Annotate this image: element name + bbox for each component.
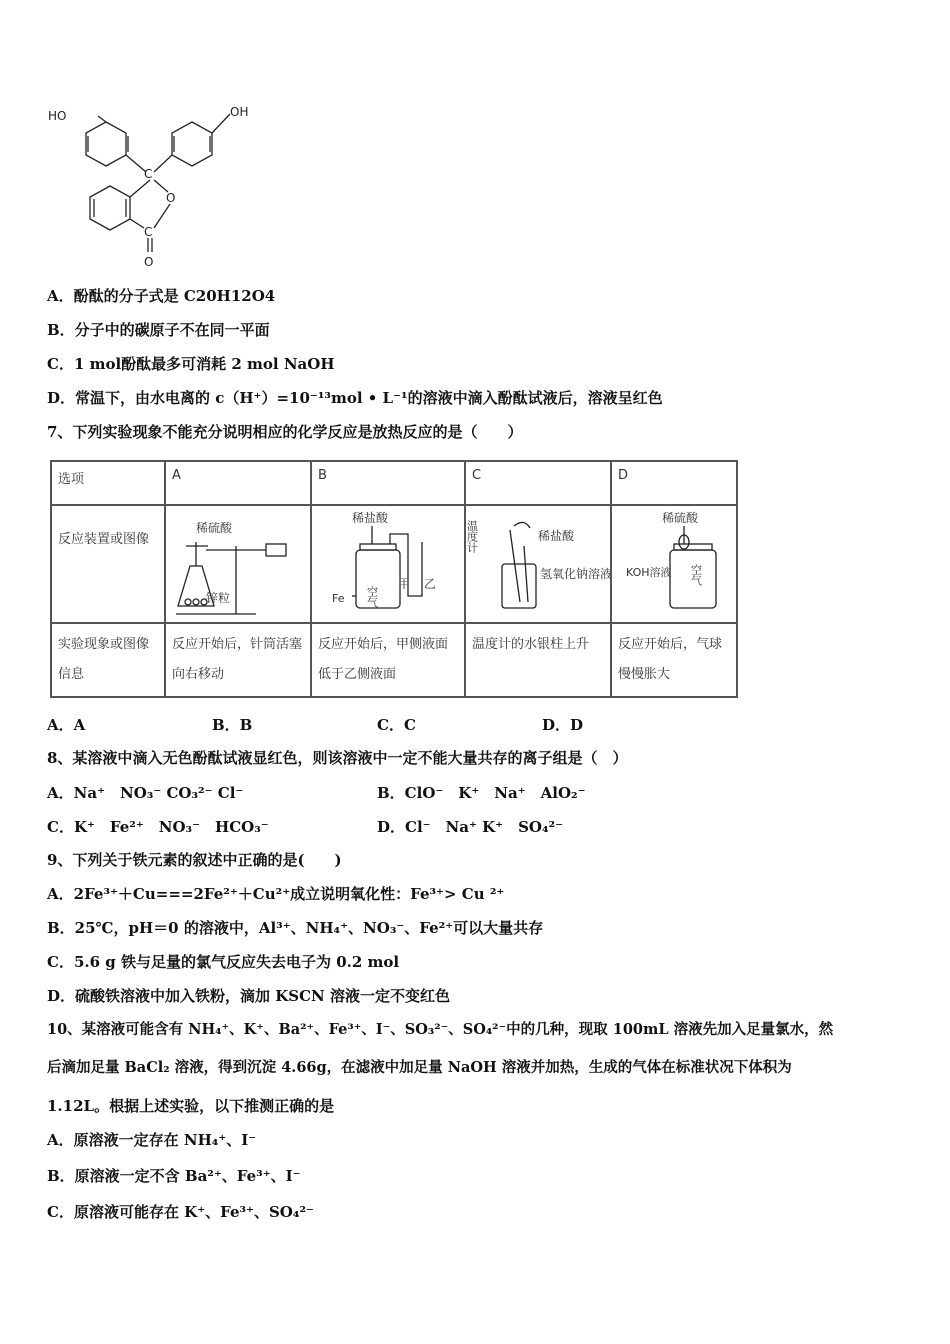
- q7-table: [50, 460, 738, 698]
- q9-option-a: A．2Fe³⁺＋Cu===2Fe²⁺＋Cu²⁺成立说明氧化性：Fe³⁺> Cu ²⁺: [47, 885, 505, 903]
- label-o1: O: [166, 191, 176, 205]
- q8-option-c: C．K⁺ Fe²⁺ NO₃⁻ HCO₃⁻: [47, 818, 269, 836]
- q6-option-c: C．1 mol酚酞最多可消耗 2 mol NaOH: [47, 355, 335, 373]
- fig-c-label-thermo: 温度计: [466, 520, 479, 553]
- q7-phenomenon-a: 反应开始后，针筒活塞向右移动: [165, 623, 311, 697]
- q9-stem: 9、下列关于铁元素的叙述中正确的是( ): [47, 851, 342, 869]
- label-c2: C: [144, 225, 153, 239]
- label-oh: OH: [230, 105, 249, 119]
- fig-b-label-fe: Fe: [332, 592, 345, 605]
- q7-answer-b: B．B: [212, 716, 253, 734]
- fig-d-label-acid: 稀硫酸: [662, 511, 699, 525]
- fig-b-label-acid: 稀盐酸: [352, 511, 389, 525]
- fig-b-label-jia: 甲: [398, 577, 411, 591]
- q7-figure-d: [611, 505, 737, 623]
- q7-row-apparatus-label: 反应装置或图像: [51, 505, 165, 623]
- q7-phenomenon-b: 反应开始后，甲侧液面低于乙侧液面: [311, 623, 465, 697]
- q10-option-c: C．原溶液可能存在 K⁺、Fe³⁺、SO₄²⁻: [47, 1203, 314, 1221]
- q8-option-d: D．Cl⁻ Na⁺ K⁺ SO₄²⁻: [377, 818, 564, 836]
- q6-option-b: B．分子中的碳原子不在同一平面: [47, 321, 270, 339]
- q7-answer-c: C．C: [377, 716, 416, 734]
- q10-option-a: A．原溶液一定存在 NH₄⁺、I⁻: [47, 1131, 257, 1149]
- q6-option-a: A．酚酞的分子式是 C20H12O4: [47, 287, 276, 305]
- phenolphthalein-structure: [40, 100, 270, 275]
- q7-header-b: B: [311, 461, 465, 505]
- q7-phenomenon-d: 反应开始后，气球慢慢胀大: [611, 623, 737, 697]
- q8-option-b: B．ClO⁻ K⁺ Na⁺ AlO₂⁻: [377, 784, 586, 802]
- q10-stem-line3: 1.12L。根据上述实验，以下推测正确的是: [47, 1097, 335, 1115]
- q9-option-b: B．25℃，pH＝0 的溶液中，Al³⁺、NH₄⁺、NO₃⁻、Fe²⁺可以大量共存: [47, 919, 544, 937]
- q9-option-c: C．5.6 g 铁与足量的氯气反应失去电子为 0.2 mol: [47, 953, 400, 971]
- fig-c-label-naoh: 氢氧化钠溶液: [540, 567, 610, 581]
- q7-stem: 7、下列实验现象不能充分说明相应的化学反应是放热反应的是（ ）: [47, 423, 523, 441]
- q7-figure-c: [465, 505, 611, 623]
- q7-answer-a: A．A: [47, 716, 86, 734]
- q7-answer-d: D．D: [542, 716, 584, 734]
- fig-d-label-koh: KOH溶液: [626, 566, 672, 579]
- q7-header-c: C: [465, 461, 611, 505]
- q7-row-phenomenon-label: 实验现象或图像信息: [51, 623, 165, 697]
- q7-header-d: D: [611, 461, 737, 505]
- q8-stem: 8、某溶液中滴入无色酚酞试液显红色，则该溶液中一定不能大量共存的离子组是（ ）: [47, 749, 628, 767]
- label-ho: HO: [48, 109, 67, 123]
- q7-phenomenon-c: 温度计的水银柱上升: [465, 623, 611, 697]
- q9-option-d: D．硫酸铁溶液中加入铁粉，滴加 KSCN 溶液一定不变红色: [47, 987, 450, 1005]
- q10-stem-line2: 后滴加足量 BaCl₂ 溶液，得到沉淀 4.66g，在滤液中加足量 NaOH 溶液并加热，生成的气体在标准状况下体积为: [47, 1059, 792, 1076]
- fig-a-label-acid: 稀硫酸: [196, 521, 233, 535]
- q7-header-a: A: [165, 461, 311, 505]
- q10-option-b: B．原溶液一定不含 Ba²⁺、Fe³⁺、I⁻: [47, 1167, 301, 1185]
- q7-header-option: 选项: [51, 461, 165, 505]
- q10-stem-line1: 10、某溶液可能含有 NH₄⁺、K⁺、Ba²⁺、Fe³⁺、I⁻、SO₃²⁻、SO₄²⁻中的几种，现取 100mL 溶液先加入足量氯水，然: [47, 1021, 834, 1038]
- fig-c-label-acid: 稀盐酸: [538, 529, 575, 543]
- q7-figure-b: [311, 505, 465, 623]
- fig-b-label-yi: 乙: [424, 577, 437, 591]
- q7-figure-a: [165, 505, 311, 623]
- q8-option-a: A．Na⁺ NO₃⁻ CO₃²⁻ Cl⁻: [47, 784, 244, 802]
- label-o2: O: [144, 255, 154, 269]
- label-c1: C: [144, 167, 153, 181]
- fig-a-label-zinc: 锌粒: [206, 591, 231, 605]
- fig-b-label-air: 空气: [365, 586, 379, 608]
- fig-d-label-air: 空气: [689, 564, 703, 586]
- q6-option-d: D．常温下，由水电离的 c（H⁺）=10⁻¹³mol • L⁻¹的溶液中滴入酚酞试液后，溶液呈红色: [47, 389, 663, 407]
